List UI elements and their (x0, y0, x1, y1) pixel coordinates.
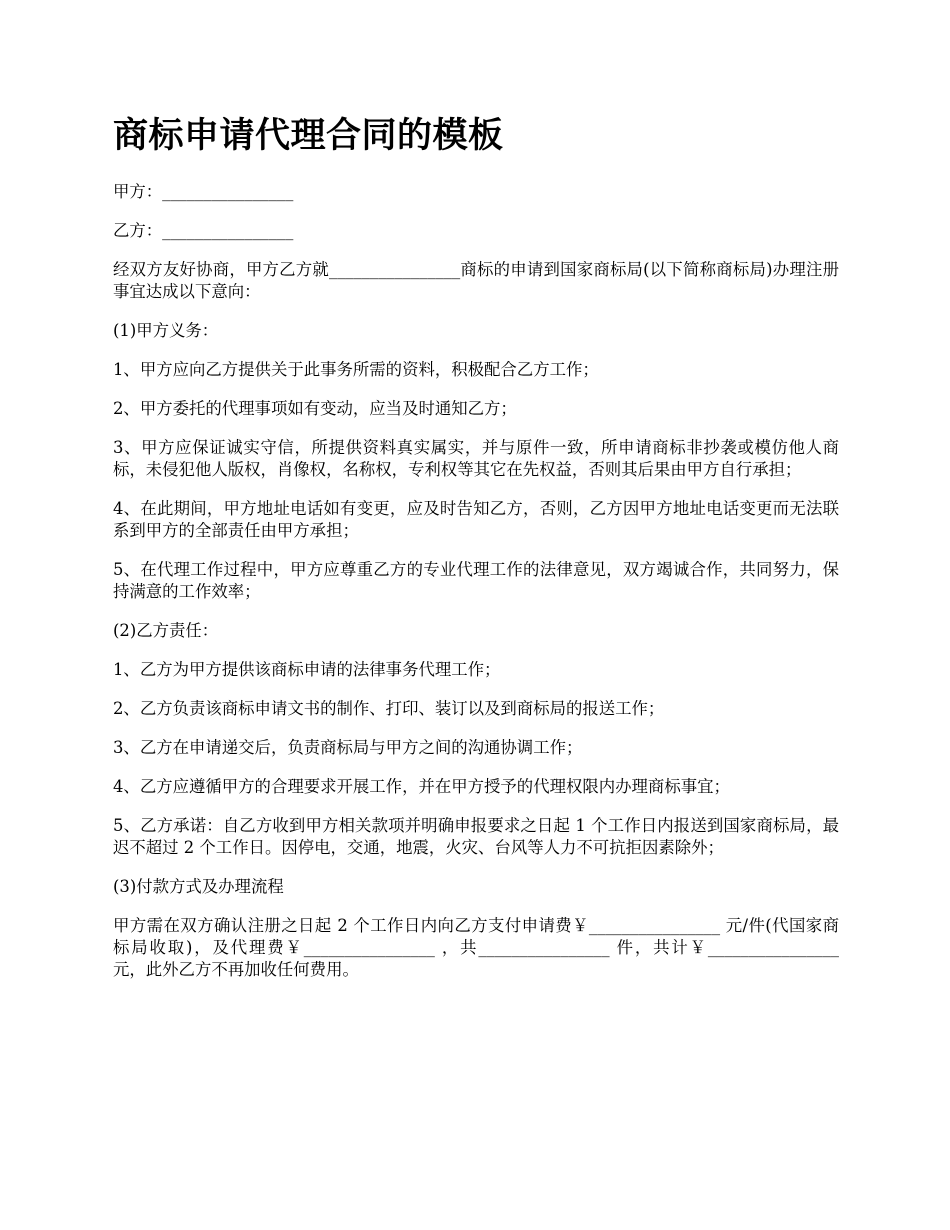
party-a-obligation-2: 2、甲方委托的代理事项如有变动，应当及时通知乙方； (113, 399, 517, 418)
party-b-responsibility-1: 1、乙方为甲方提供该商标申请的法律事务代理工作； (113, 660, 501, 679)
party-b-responsibility-4: 4、乙方应遵循甲方的合理要求开展工作，并在甲方授予的代理权限内办理商标事宜； (113, 777, 730, 796)
party-b-responsibility-2: 2、乙方负责该商标申请文书的制作、打印、装订以及到商标局的报送工作； (113, 699, 665, 718)
party-b-responsibility-3: 3、乙方在申请递交后，负责商标局与甲方之间的沟通协调工作； (113, 738, 583, 757)
party-a-line: 甲方：________________ (113, 182, 294, 201)
section-heading-party-a-obligations: (1)甲方义务： (113, 321, 219, 340)
agreement-intro: 经双方友好协商，甲方乙方就________________商标的申请到国家商标局(以下简称商标局)办理注册事宜达成以下意向： (113, 260, 839, 301)
document-title: 商标申请代理合同的模板 (113, 116, 504, 156)
payment-terms: 甲方需在双方确认注册之日起 2 个工作日内向乙方支付申请费￥________________ 元/件(代国家商标局收取)，及代理费￥________________ ，共________________ 件，共计￥________________ 元，此外乙方不再加收任何费用。 (113, 916, 839, 979)
party-a-obligation-5: 5、在代理工作过程中，甲方应尊重乙方的专业代理工作的法律意见，双方竭诚合作，共同努力，保持满意的工作效率； (113, 560, 839, 601)
section-heading-party-b-responsibilities: (2)乙方责任： (113, 621, 219, 640)
section-heading-payment: (3)付款方式及办理流程 (113, 877, 284, 896)
document-page (113, 113, 839, 998)
party-a-obligation-1: 1、甲方应向乙方提供关于此事务所需的资料，积极配合乙方工作； (113, 360, 599, 379)
party-b-responsibility-5: 5、乙方承诺：自乙方收到甲方相关款项并明确申报要求之日起 1 个工作日内报送到国家商标局，最迟不超过 2 个工作日。因停电，交通，地震，火灾、台风等人力不可抗拒因素除外； (113, 816, 839, 857)
party-b-line: 乙方：________________ (113, 221, 294, 240)
party-a-obligation-4: 4、在此期间，甲方地址电话如有变更，应及时告知乙方，否则，乙方因甲方地址电话变更而无法联系到甲方的全部责任由甲方承担； (113, 499, 839, 540)
party-a-obligation-3: 3、甲方应保证诚实守信，所提供资料真实属实，并与原件一致，所申请商标非抄袭或模仿他人商标，未侵犯他人版权，肖像权，名称权，专利权等其它在先权益，否则其后果由甲方自行承担； (113, 438, 839, 479)
